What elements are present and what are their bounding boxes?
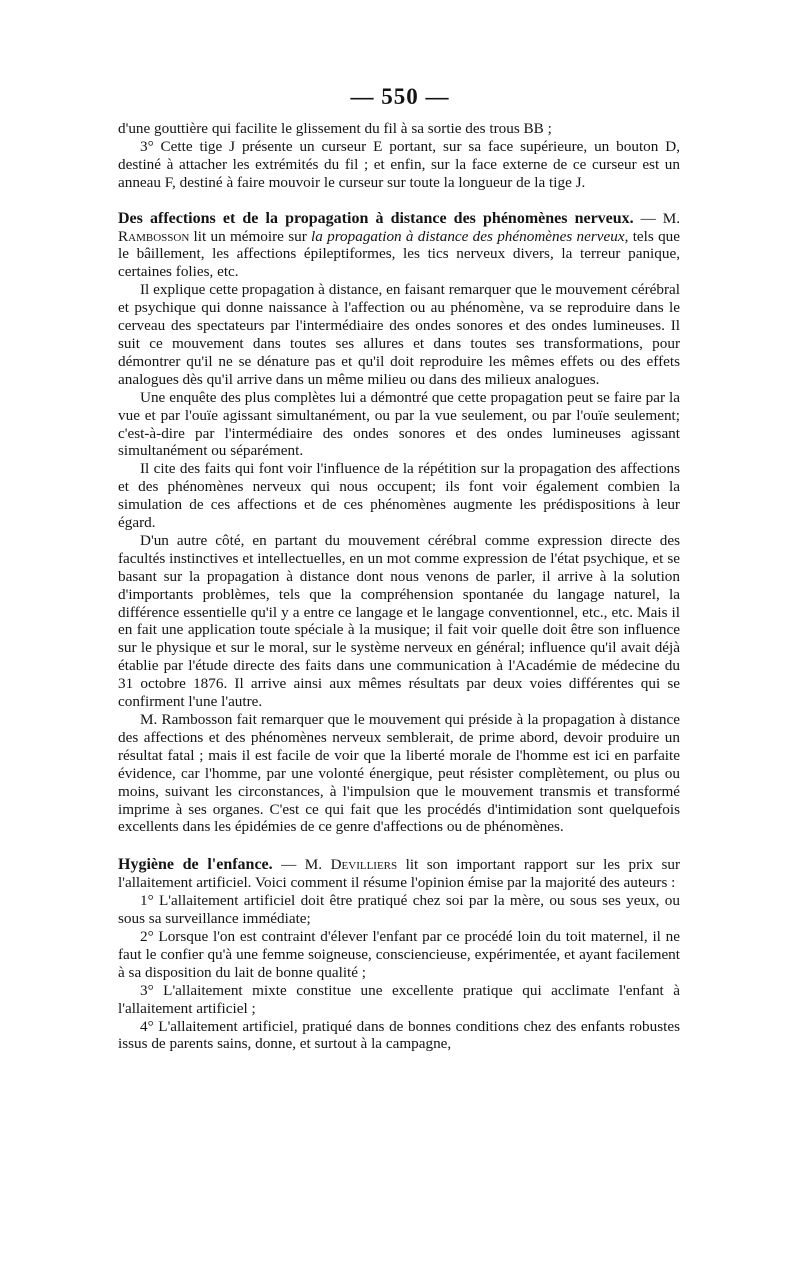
author-name: Devilliers (330, 856, 398, 874)
section-hygiene: Hygiène de l'enfance. — M. Devilliers lit son important rapport sur les prix sur l'allaitement artificiel. Voici comment il résume l'opinion émise par la majorité des auteurs : (118, 856, 681, 892)
body-text (118, 120, 680, 1053)
paragraph: Il cite des faits qui font voir l'influence de la répétition sur la propagation des affections et des phénomènes nerveux qui nous occupent; ils font voir également combien la simulation de ces affections et de ces phénomènes augmente les prédispositions à leur égard. (118, 460, 680, 532)
paragraph: D'un autre côté, en partant du mouvement cérébral comme expression directe des facultés instinctives et intellectuelles, en un mot comme expression de l'état psychique, et se basant sur la propagation à distance dont nous venons de parler, il arrive à la solution d'importants problèmes, tels que la compréhension spontanée du langage naturel, la différence essentielle qu'il y a entre ce langage et le langage conventionnel, etc., etc. Mais il en fait une application toute spéciale à la musique; il fait voir quelle doit être son influence sur le physique et sur le moral, sur le système nerveux en général; influence qu'il avait déjà établie par l'étude directe des faits dans une communication à l'Académie de médecine du 31 octobre 1876. Il arrive ainsi aux mêmes résultats par deux voies différentes qui se confirment l'une l'autre. (118, 531, 680, 711)
list-item: 4° L'allaitement artificiel, pratiqué dans de bonnes conditions chez des enfants robustes issus de parents sains, donne, et surtout à la campagne, (118, 1017, 680, 1053)
list-item: 2° Lorsque l'on est contraint d'élever l'enfant par ce procédé loin du toit maternel, il ne faut le confier qu'à une femme soigneuse, consciencieuse, expérimentée, et ayant facilement à sa disposition du lait de bonne qualité ; (118, 927, 680, 981)
list-item: 3° L'allaitement mixte constitue une excellente pratique qui acclimate l'enfant à l'allaitement artificiel ; (118, 981, 680, 1017)
section-heading: Des affections et de la propagation à distance des phénomènes nerveux. (118, 209, 634, 227)
page-number: — 550 — (350, 84, 450, 109)
paragraph-item-3: 3° Cette tige J présente un curseur E portant, sur sa face supérieure, un bouton D, destiné à attacher les extrémités du fil ; et enfin, sur la face externe de ce curseur est un anneau F, destiné à faire mouvoir le curseur sur toute la longueur de la tige J. (118, 137, 680, 191)
paragraph: Une enquête des plus complètes lui a démontré que cette propagation peut se faire par la vue et par l'ouïe agissant simultanément, ou par la vue seulement, ou par l'ouïe seulement; c'est-à-dire par l'intermédiaire des ondes sonores et des ondes lumineuses agissant simultanément ou séparément. (118, 388, 680, 460)
paragraph: Il explique cette propagation à distance, en faisant remarquer que le mouvement cérébral et psychique qui donne naissance à l'affection ou au phénomène, va se reproduire dans le cerveau des spectateurs par l'intermédiaire des ondes sonores et des ondes lumineuses. Il suit ce mouvement dans toutes ses allures et dans toutes ses transformations, pour démontrer qu'il ne se dénature pas et qu'il doit reproduire les mêmes effets ou des effets analogues dès qu'il arrive dans un même milieu ou dans des milieux analogues. (118, 281, 680, 388)
paragraph: M. Rambosson fait remarquer que le mouvement qui préside à la propagation à distance des affections et des phénomènes nerveux semblerait, de prime abord, devoir produire un résultat fatal ; mais il est facile de voir que la liberté morale de l'homme est ici en parfaite évidence, car l'homme, par une volonté énergique, peut résister complètement, ou plus ou moins, suivant les circonstances, à l'impulsion que le mouvement transmis et transformé imprime à ses organes. C'est ce qui fait que les procédés d'intimidation sont quelquefois excellents dans les épidémies de ce genre d'affections ou de phénomènes. (118, 711, 680, 836)
author-name: Rambosson (118, 227, 190, 245)
section-heading: Hygiène de l'enfance. (118, 856, 273, 874)
section-rambosson: Des affections et de la propagation à distance des phénomènes nerveux. — M. Rambosson lit un mémoire sur la propagation à distance des phénomènes nerveux, tels que le bâillement, les affections épileptiformes, les tics nerveux divers, la terreur panique, certaines folies, etc. (118, 209, 680, 281)
paragraph-continuation: d'une gouttière qui facilite le glissement du fil à sa sortie des trous BB ; (118, 120, 552, 137)
list-item: 1° L'allaitement artificiel doit être pratiqué chez soi par la mère, ou sous ses yeux, ou sous sa surveillance immédiate; (118, 892, 680, 928)
memoir-title: la propagation à distance des phénomènes nerveux, (311, 227, 629, 245)
